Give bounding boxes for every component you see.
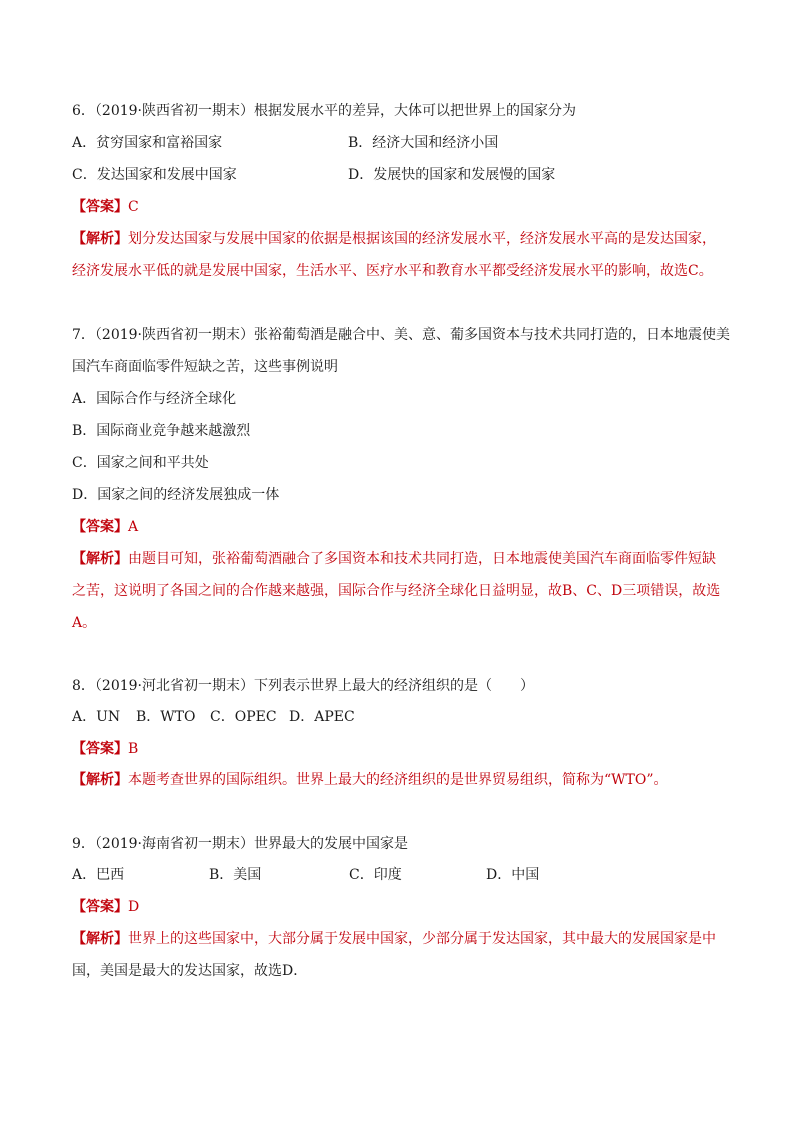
analysis-text: 本题考查世界的国际组织。世界上最大的经济组织的是世界贸易组织，简称为“WTO”。 — [128, 772, 668, 788]
question-7-option-b: B．国际商业竞争越来越激烈 — [72, 423, 251, 439]
question-9-analysis-line-2: 国，美国是最大的发达国家，故选D． — [72, 963, 308, 979]
question-9-option-c: C．印度 — [349, 867, 402, 883]
question-7-option-a: A．国际合作与经济全球化 — [72, 391, 237, 407]
question-9-answer — [72, 898, 139, 916]
question-7-analysis-line-1 — [72, 550, 716, 568]
question-6-option-c: C．发达国家和发展中国家 — [72, 167, 237, 183]
question-7-stem-line-1: 7．（2019·陕西省初一期末）张裕葡萄酒是融合中、美、意、葡多国资本与技术共同打造的，日本地震使美 — [72, 327, 730, 343]
analysis-text: 世界上的这些国家中，大部分属于发展中国家，少部分属于发达国家，其中最大的发展国家是中 — [128, 931, 716, 947]
question-6-option-d: D．发展快的国家和发展慢的国家 — [348, 167, 556, 183]
question-8-option-d: D．APEC — [289, 709, 355, 725]
answer-tag: 【答案】 — [72, 741, 128, 757]
question-6-stem: 6．（2019·陕西省初一期末）根据发展水平的差异，大体可以把世界上的国家分为 — [72, 103, 576, 119]
question-9-option-b: B．美国 — [209, 867, 262, 883]
question-9-analysis-line-1 — [72, 930, 716, 948]
question-8-analysis-line-1 — [72, 771, 668, 789]
question-8-option-c: C．OPEC — [210, 709, 277, 725]
analysis-text: 划分发达国家与发展中国家的依据是根据该国的经济发展水平，经济发展水平高的是发达国家， — [128, 231, 716, 247]
question-6-analysis-line-2: 经济发展水平低的就是发展中国家，生活水平、医疗水平和教育水平都受经济发展水平的影响，故选C。 — [72, 263, 713, 279]
question-7-stem-line-2: 国汽车商面临零件短缺之苦，这些事例说明 — [72, 359, 338, 375]
question-7-answer — [72, 518, 138, 536]
answer-tag: 【答案】 — [72, 519, 128, 535]
question-7-option-c: C．国家之间和平共处 — [72, 455, 209, 471]
question-7-analysis-line-3: A。 — [72, 615, 97, 631]
question-8-stem: 8．（2019·河北省初一期末）下列表示世界上最大的经济组织的是（ ） — [72, 678, 534, 694]
analysis-tag: 【解析】 — [72, 551, 128, 567]
answer-tag: 【答案】 — [72, 199, 128, 215]
question-9-option-a: A．巴西 — [72, 867, 125, 883]
analysis-tag: 【解析】 — [72, 772, 128, 788]
answer-value: A — [128, 519, 139, 535]
analysis-tag: 【解析】 — [72, 231, 128, 247]
question-8-option-a: A．UN — [72, 709, 121, 725]
question-6-analysis-line-1 — [72, 230, 716, 248]
question-7-analysis-line-2: 之苦，这说明了各国之间的合作越来越强，国际合作与经济全球化日益明显，故B、C、D三项错误，故选 — [72, 583, 721, 599]
analysis-text: 由题目可知，张裕葡萄酒融合了多国资本和技术共同打造，日本地震使美国汽车商面临零件短缺 — [128, 551, 716, 567]
question-8-answer — [72, 740, 138, 758]
answer-tag: 【答案】 — [72, 899, 128, 915]
question-9-option-d: D．中国 — [486, 867, 540, 883]
question-7-option-d: D．国家之间的经济发展独成一体 — [72, 487, 280, 503]
analysis-tag: 【解析】 — [72, 931, 128, 947]
answer-value: B — [128, 741, 139, 757]
question-6-option-a: A．贫穷国家和富裕国家 — [72, 135, 223, 151]
answer-value: C — [128, 199, 139, 215]
question-9-stem: 9．（2019·海南省初一期末）世界最大的发展中国家是 — [72, 836, 408, 852]
question-6-answer — [72, 198, 139, 216]
question-6-option-b: B．经济大国和经济小国 — [348, 135, 499, 151]
question-8-option-b: B．WTO — [136, 709, 196, 725]
answer-value: D — [128, 899, 140, 915]
